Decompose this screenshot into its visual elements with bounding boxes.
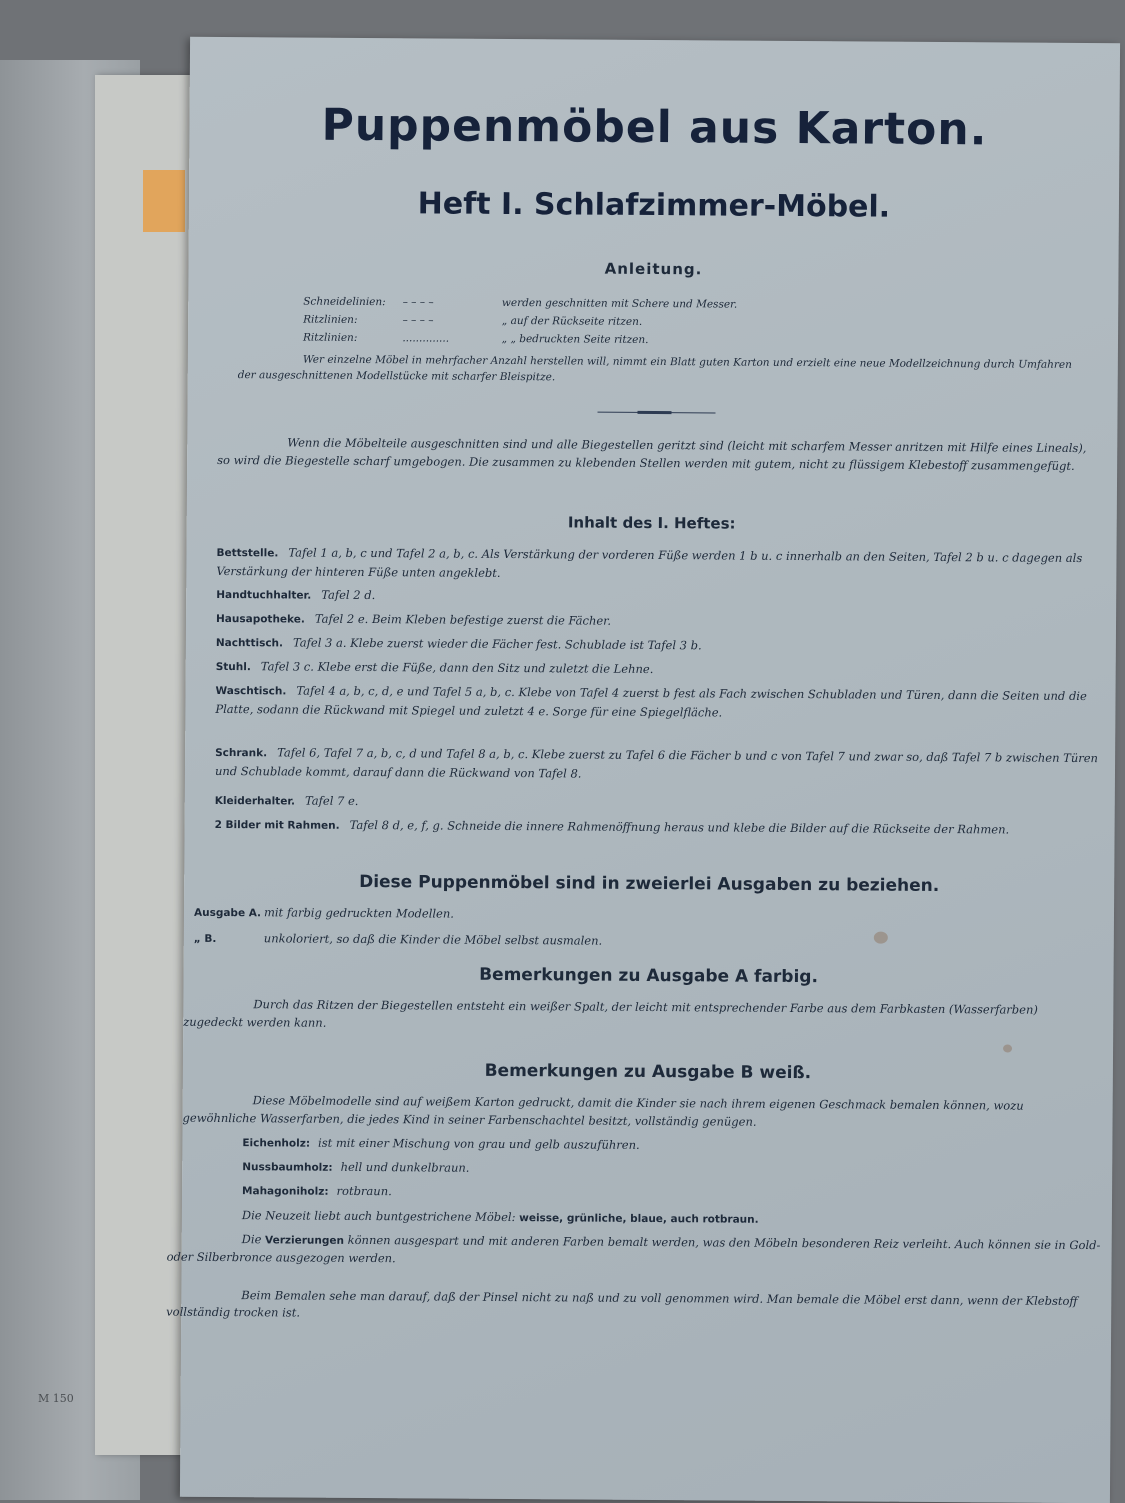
item-term: Waschtisch. — [215, 684, 287, 698]
list-item — [216, 585, 1106, 610]
line-label: Ritzlinien: — [302, 331, 358, 344]
item-text: Tafel 3 c. Klebe erst die Füße, dann den Sitz und zuletzt die Lehne. — [260, 659, 654, 677]
item-term: Schrank. — [215, 746, 268, 760]
anleitung-heading: Anleitung. — [604, 259, 703, 279]
item-term: Bettstelle. — [216, 546, 279, 560]
page-subtitle: Heft I. Schlafzimmer-Möbel. — [417, 186, 891, 225]
line-legend-score-back — [303, 314, 642, 328]
intro-paragraph: Wenn die Möbelteile ausgeschnitten sind und alle Biegestellen geritzt sind (leicht mit scharfem Messer anritzen mit Hilfe eines Lineals), so wird die Biegestelle scharf umgebogen. Die zusammen zu klebenden Stellen werden mit gutem, nicht zu flüssigem Klebestoff zusammengefügt. — [217, 435, 1087, 473]
line-symbol: – – – – — [402, 296, 434, 309]
line-legend-score-front — [303, 332, 649, 346]
neuzeit-colors: weisse, grünliche, blaue, auch rotbraun. — [519, 1212, 759, 1226]
bem-a-text: Durch das Ritzen der Biegestellen entsteht ein weißer Spalt, der leicht mit entsprechender Farbe aus dem Farbkasten (Wasserfarben) zugedeckt werden kann. — [183, 997, 1038, 1030]
wood-text: rotbraun. — [336, 1183, 392, 1199]
verz-term: Verzierungen — [265, 1234, 345, 1247]
ausgabe-b-text: unkoloriert, so daß die Kinder die Möbel selbst ausmalen. — [263, 931, 603, 948]
ausgabe-a — [194, 903, 454, 924]
item-text: Tafel 2 e. Beim Kleben befestige zuerst die Fächer. — [314, 611, 612, 628]
verz-lead: Die — [241, 1232, 262, 1247]
inhalt-heading: Inhalt des I. Heftes: — [567, 513, 736, 533]
ausgaben-heading: Diese Puppenmöbel sind in zweierlei Ausgaben zu beziehen. — [359, 871, 940, 897]
ausgabe-b — [194, 929, 602, 951]
neuzeit-text: Die Neuzeit liebt auch buntgestrichene Möbel: — [241, 1208, 516, 1225]
list-item — [215, 681, 1105, 724]
list-item — [216, 633, 1106, 658]
list-item — [216, 543, 1106, 586]
item-text: Tafel 2 d. — [321, 587, 376, 603]
line-label: Ritzlinien: — [303, 313, 358, 326]
wood-text: hell und dunkelbraun. — [340, 1159, 470, 1175]
anleitung-note: Wer einzelne Möbel in mehrfacher Anzahl herstellen will, nimmt ein Blatt guten Karton und erzielt eine neue Modellzeichnung durch Umfahren der ausgeschnittenen Modellstücke mit scharfer Bleispitze. — [237, 353, 1072, 384]
list-item — [215, 743, 1105, 786]
verz-text: können ausgespart und mit anderen Farben bemalt werden, was den Möbeln besonderen Reiz verleiht. Auch können sie in Gold- oder Silberbronce ausgezogen werden. — [166, 1232, 1101, 1266]
item-text: Tafel 7 e. — [304, 793, 359, 808]
bem-a-heading: Bemerkungen zu Ausgabe A farbig. — [479, 964, 819, 988]
ausgabe-a-term: Ausgabe A. — [193, 906, 262, 920]
wood-term: Mahagoniholz: — [242, 1185, 329, 1198]
wood-term: Eichenholz: — [242, 1137, 311, 1150]
item-term: Handtuchhalter. — [216, 588, 312, 602]
line-legend-cut — [303, 296, 737, 311]
list-item — [215, 815, 1105, 840]
verzierungen-paragraph — [167, 1231, 1102, 1273]
item-text: Tafel 8 d, e, f, g. Schneide die innere Rahmenöffnung heraus und klebe die Bilder auf die Rückseite der Rahmen. — [349, 817, 1010, 837]
wood-term: Nussbaumholz: — [242, 1161, 333, 1174]
wood-text: ist mit einer Mischung von grau und gelb auszuführen. — [318, 1135, 640, 1152]
edge-mark: M 150 — [38, 1392, 74, 1405]
bem-b-heading: Bemerkungen zu Ausgabe B weiß. — [484, 1060, 812, 1084]
stain-mark — [1003, 1044, 1012, 1052]
instruction-sheet — [166, 37, 1120, 1503]
item-term: Kleiderhalter. — [214, 794, 296, 808]
item-term: Nachttisch. — [215, 636, 284, 650]
line-text: werden geschnitten mit Schere und Messer. — [501, 296, 738, 311]
list-item — [215, 791, 1105, 816]
orange-tab — [143, 170, 185, 232]
neuzeit-line — [242, 1207, 1102, 1231]
item-text: Tafel 4 a, b, c, d, e und Tafel 5 a, b, c. Klebe von Tafel 4 zuerst b fest als Fach zwischen Schubladen und Türen, dann die Seiten und die Platte, sodann die Rückwand mit Spiegel und zuletzt 4 e. Sorge für eine Spiegelfläche. — [215, 683, 1087, 720]
line-symbol: – – – – — [402, 314, 434, 327]
list-item — [216, 657, 1106, 682]
bem-b-text: Diese Möbelmodelle sind auf weißem Karton gedruckt, damit die Kinder sie nach ihrem eigenen Geschmack bemalen können, wozu gewöhnliche Wasserfarben, die jedes Kind in seiner Farbenschachtel besitzt, vollständig genügen. — [182, 1093, 1024, 1129]
ausgabe-b-term: „ B. — [193, 932, 217, 945]
stain-mark — [874, 932, 888, 944]
item-text: Tafel 1 a, b, c und Tafel 2 a, b, c. Als Verstärkung der vorderen Füße werden 1 b u. c innerhalb an den Seiten, Tafel 2 b u. c dagegen als Verstärkung der hinteren Füße unten angeklebt. — [216, 545, 1083, 580]
line-symbol: .............. — [402, 332, 450, 345]
item-term: Stuhl. — [215, 660, 251, 674]
line-text: „ „ bedruckten Seite ritzen. — [501, 332, 649, 346]
item-text: Tafel 3 a. Klebe zuerst wieder die Fächer fest. Schublade ist Tafel 3 b. — [292, 635, 702, 653]
ausgabe-a-text: mit farbig gedruckten Modellen. — [263, 905, 454, 921]
final-paragraph: Beim Bemalen sehe man darauf, daß der Pinsel nicht zu naß und zu voll genommen wird. Man bemale die Möbel erst dann, wenn der Klebstoff vollständig trocken ist. — [166, 1288, 1078, 1320]
list-item — [216, 609, 1106, 634]
page-title: Puppenmöbel aus Karton. — [321, 99, 988, 156]
line-text: „ auf der Rückseite ritzen. — [501, 314, 643, 328]
wood-oak — [242, 1135, 639, 1152]
divider-bar — [637, 411, 671, 414]
item-term: 2 Bilder mit Rahmen. — [214, 818, 340, 832]
line-label: Schneidelinien: — [303, 295, 386, 309]
wood-mahogany — [242, 1183, 392, 1198]
wood-walnut — [242, 1159, 469, 1175]
item-term: Hausapotheke. — [216, 612, 305, 626]
item-text: Tafel 6, Tafel 7 a, b, c, d und Tafel 8 a, b, c. Klebe zuerst zu Tafel 6 die Fächer b und c von Tafel 7 und zwar so, daß Tafel 7 b zwischen Türen und Schublade kommt, darauf dann die Rückwand von Tafel 8. — [214, 745, 1099, 781]
